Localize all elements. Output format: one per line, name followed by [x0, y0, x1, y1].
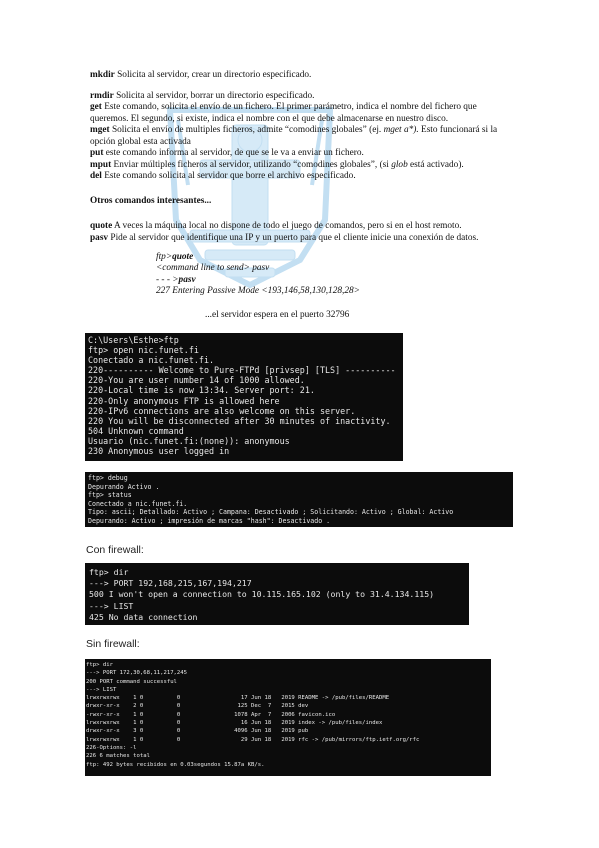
mput-line	[90, 160, 464, 171]
section-heading: Otros comandos interesantes...	[90, 196, 212, 206]
terminal-line: 230 Anonymous user logged in	[88, 446, 230, 457]
terminal-line: 220-Only anonymous FTP is allowed here	[88, 395, 280, 406]
terminal-line: 220-IPv6 connections are also welcome on this server.	[88, 405, 356, 416]
mput-desc-c: está activado).	[407, 159, 464, 170]
pasv-desc: Pide al servidor que identifique una IP y un puerto para que el cliente inicie una conexión de datos.	[108, 232, 479, 243]
mget-line	[90, 125, 497, 136]
terminal-line: Tipo: ascii; Detallado: Activo ; Campana: Desactivado ; Solicitando: Activo ; Global: Activo	[88, 508, 454, 517]
pasv-command: pasv	[90, 232, 109, 243]
listing-row: lrwxrwxrwx 1 0 0 29 Jun 18 2019 rfc -> /pub/mirrors/ftp.ietf.org/rfc	[86, 736, 420, 743]
ftp-cmd-quote: quote	[172, 252, 194, 262]
terminal-line: 200 PORT command successful	[86, 678, 177, 685]
ftp-line-227: 227 Entering Passive Mode <193,146,58,130,128,28>	[156, 285, 360, 296]
rmdir-command: rmdir	[90, 91, 114, 101]
terminal-session-firewall	[85, 563, 469, 625]
caption-con-firewall: Con firewall:	[86, 544, 144, 556]
caption-sin-firewall: Sin firewall:	[86, 638, 140, 650]
terminal-line: 220-You are user number 14 of 1000 allowed.	[88, 375, 305, 386]
listing-row: drwxr-xr-x 3 0 0 4096 Jun 18 2019 pub	[86, 728, 309, 735]
quote-desc: A veces la máquina local no dispone de todo el juego de comandos, pero si en el host remoto.	[112, 221, 462, 231]
get-desc-2: queremos. El segundo, si existe, indica el nombre con el que debe almacenarse en nuestro disco.	[90, 113, 449, 124]
terminal-line: Depurando: Activo ; impresión de marcas "hash": Desactivado .	[88, 516, 331, 525]
terminal-line: ftp> status	[88, 491, 132, 500]
terminal-line: 220 You will be disconnected after 30 minutes of inactivity.	[88, 415, 391, 426]
mget-desc-2: opción global esta activada	[90, 136, 191, 147]
terminal-session-2	[85, 472, 513, 527]
terminal-line: Depurando Activo .	[88, 482, 160, 491]
del-command: del	[90, 171, 102, 181]
mput-command: mput	[90, 159, 112, 170]
quote-command: quote	[90, 221, 113, 231]
put-line	[90, 148, 364, 159]
terminal-line: ftp> debug	[88, 474, 128, 482]
terminal-line: Conectado a nic.funet.fi.	[88, 499, 188, 508]
mget-desc-1a: Solicita el envío de multiples ficheros, admite “comodines globales” (ej.	[109, 125, 384, 135]
mkdir-command: mkdir	[90, 70, 115, 80]
quote-line	[90, 221, 462, 232]
terminal-line: ---> PORT 172,30,68,11,217,245	[86, 670, 188, 677]
mput-desc-a: Enviar múltiples ficheros al servidor, utilizando “comodines globales”, (si	[111, 159, 392, 170]
pasv-line	[90, 233, 478, 244]
terminal-session-1	[85, 333, 403, 461]
terminal-line: 425 No data connection	[89, 611, 198, 622]
rmdir-desc: Solicita al servidor, borrar un directorio especificado.	[113, 91, 315, 101]
terminal-line: 500 I won't open a connection to 10.115.165.102 (only to 31.4.134.115)	[89, 589, 435, 600]
terminal-line: ---> PORT 192,168,215,167,194,217	[89, 578, 252, 589]
rmdir-line	[90, 91, 315, 102]
ftp-prompt: ftp>	[156, 252, 173, 262]
terminal-line: C:\Users\Esthe>ftp	[88, 335, 179, 345]
ftp-arrow-prompt: - - - >	[156, 274, 179, 285]
get-desc-1: Este comando, solicita el envío de un fichero. El primer parámetro, indica el nombre del fichero que	[101, 102, 477, 112]
terminal-line: ftp: 492 bytes recibidos en 0.03segundos 15.87a KB/s.	[86, 761, 265, 768]
get-line	[90, 102, 477, 113]
del-line	[90, 171, 356, 182]
put-desc: este comando informa al servidor, de que se le va a enviar un fichero.	[103, 148, 364, 158]
port-note: ...el servidor espera en el puerto 32796	[205, 310, 350, 320]
terminal-line: 220-Local time is now 13:34. Server port: 21.	[88, 385, 315, 396]
ftp-cmd-pasv: pasv	[178, 274, 196, 285]
terminal-line: ftp> dir	[86, 662, 113, 668]
listing-row: drwxr-xr-x 2 0 0 125 Dec 7 2015 dev	[86, 703, 309, 710]
terminal-line: ---> LIST	[89, 600, 134, 611]
terminal-line: 226 6 matches total	[86, 753, 150, 760]
terminal-session-no-firewall	[85, 659, 491, 776]
mkdir-desc: Solicita al servidor, crear un directorio especificado.	[114, 70, 312, 80]
terminal-line: 220---------- Welcome to Pure-FTPd [privsep] [TLS] ----------	[88, 365, 396, 376]
terminal-line: ---> LIST	[86, 686, 117, 693]
ftp-example	[156, 252, 360, 297]
mget-desc-1c: Esto funcionará si la	[418, 125, 498, 135]
mget-command: mget	[90, 125, 110, 135]
mkdir-line	[90, 70, 311, 81]
terminal-line: ftp> dir	[89, 567, 129, 577]
terminal-line: 226-Options: -l	[86, 744, 137, 751]
get-command: get	[90, 102, 102, 112]
terminal-line: 504 Unknown command	[88, 425, 184, 436]
terminal-line: ftp> open nic.funet.fi	[88, 345, 199, 356]
mput-glob: glob	[391, 159, 408, 170]
ftp-line-command: <command line to send> pasv	[156, 263, 270, 274]
listing-row: -rwxr-xr-x 1 0 0 1078 Apr 7 2006 favicon.ico	[86, 711, 336, 718]
listing-row: lrwxrwxrwx 1 0 0 16 Jun 18 2019 index -> /pub/files/index	[86, 720, 383, 727]
del-desc: Este comando solicita al servidor que borre el archivo especificado.	[101, 171, 356, 181]
terminal-line: Usuario (nic.funet.fi:(none)): anonymous	[88, 435, 290, 446]
listing-row: lrwxrwxrwx 1 0 0 17 Jun 18 2019 README -> /pub/files/README	[86, 695, 390, 702]
terminal-line: Conectado a nic.funet.fi.	[88, 355, 215, 366]
put-command: put	[90, 148, 104, 158]
mget-example: mget a*).	[383, 125, 419, 135]
